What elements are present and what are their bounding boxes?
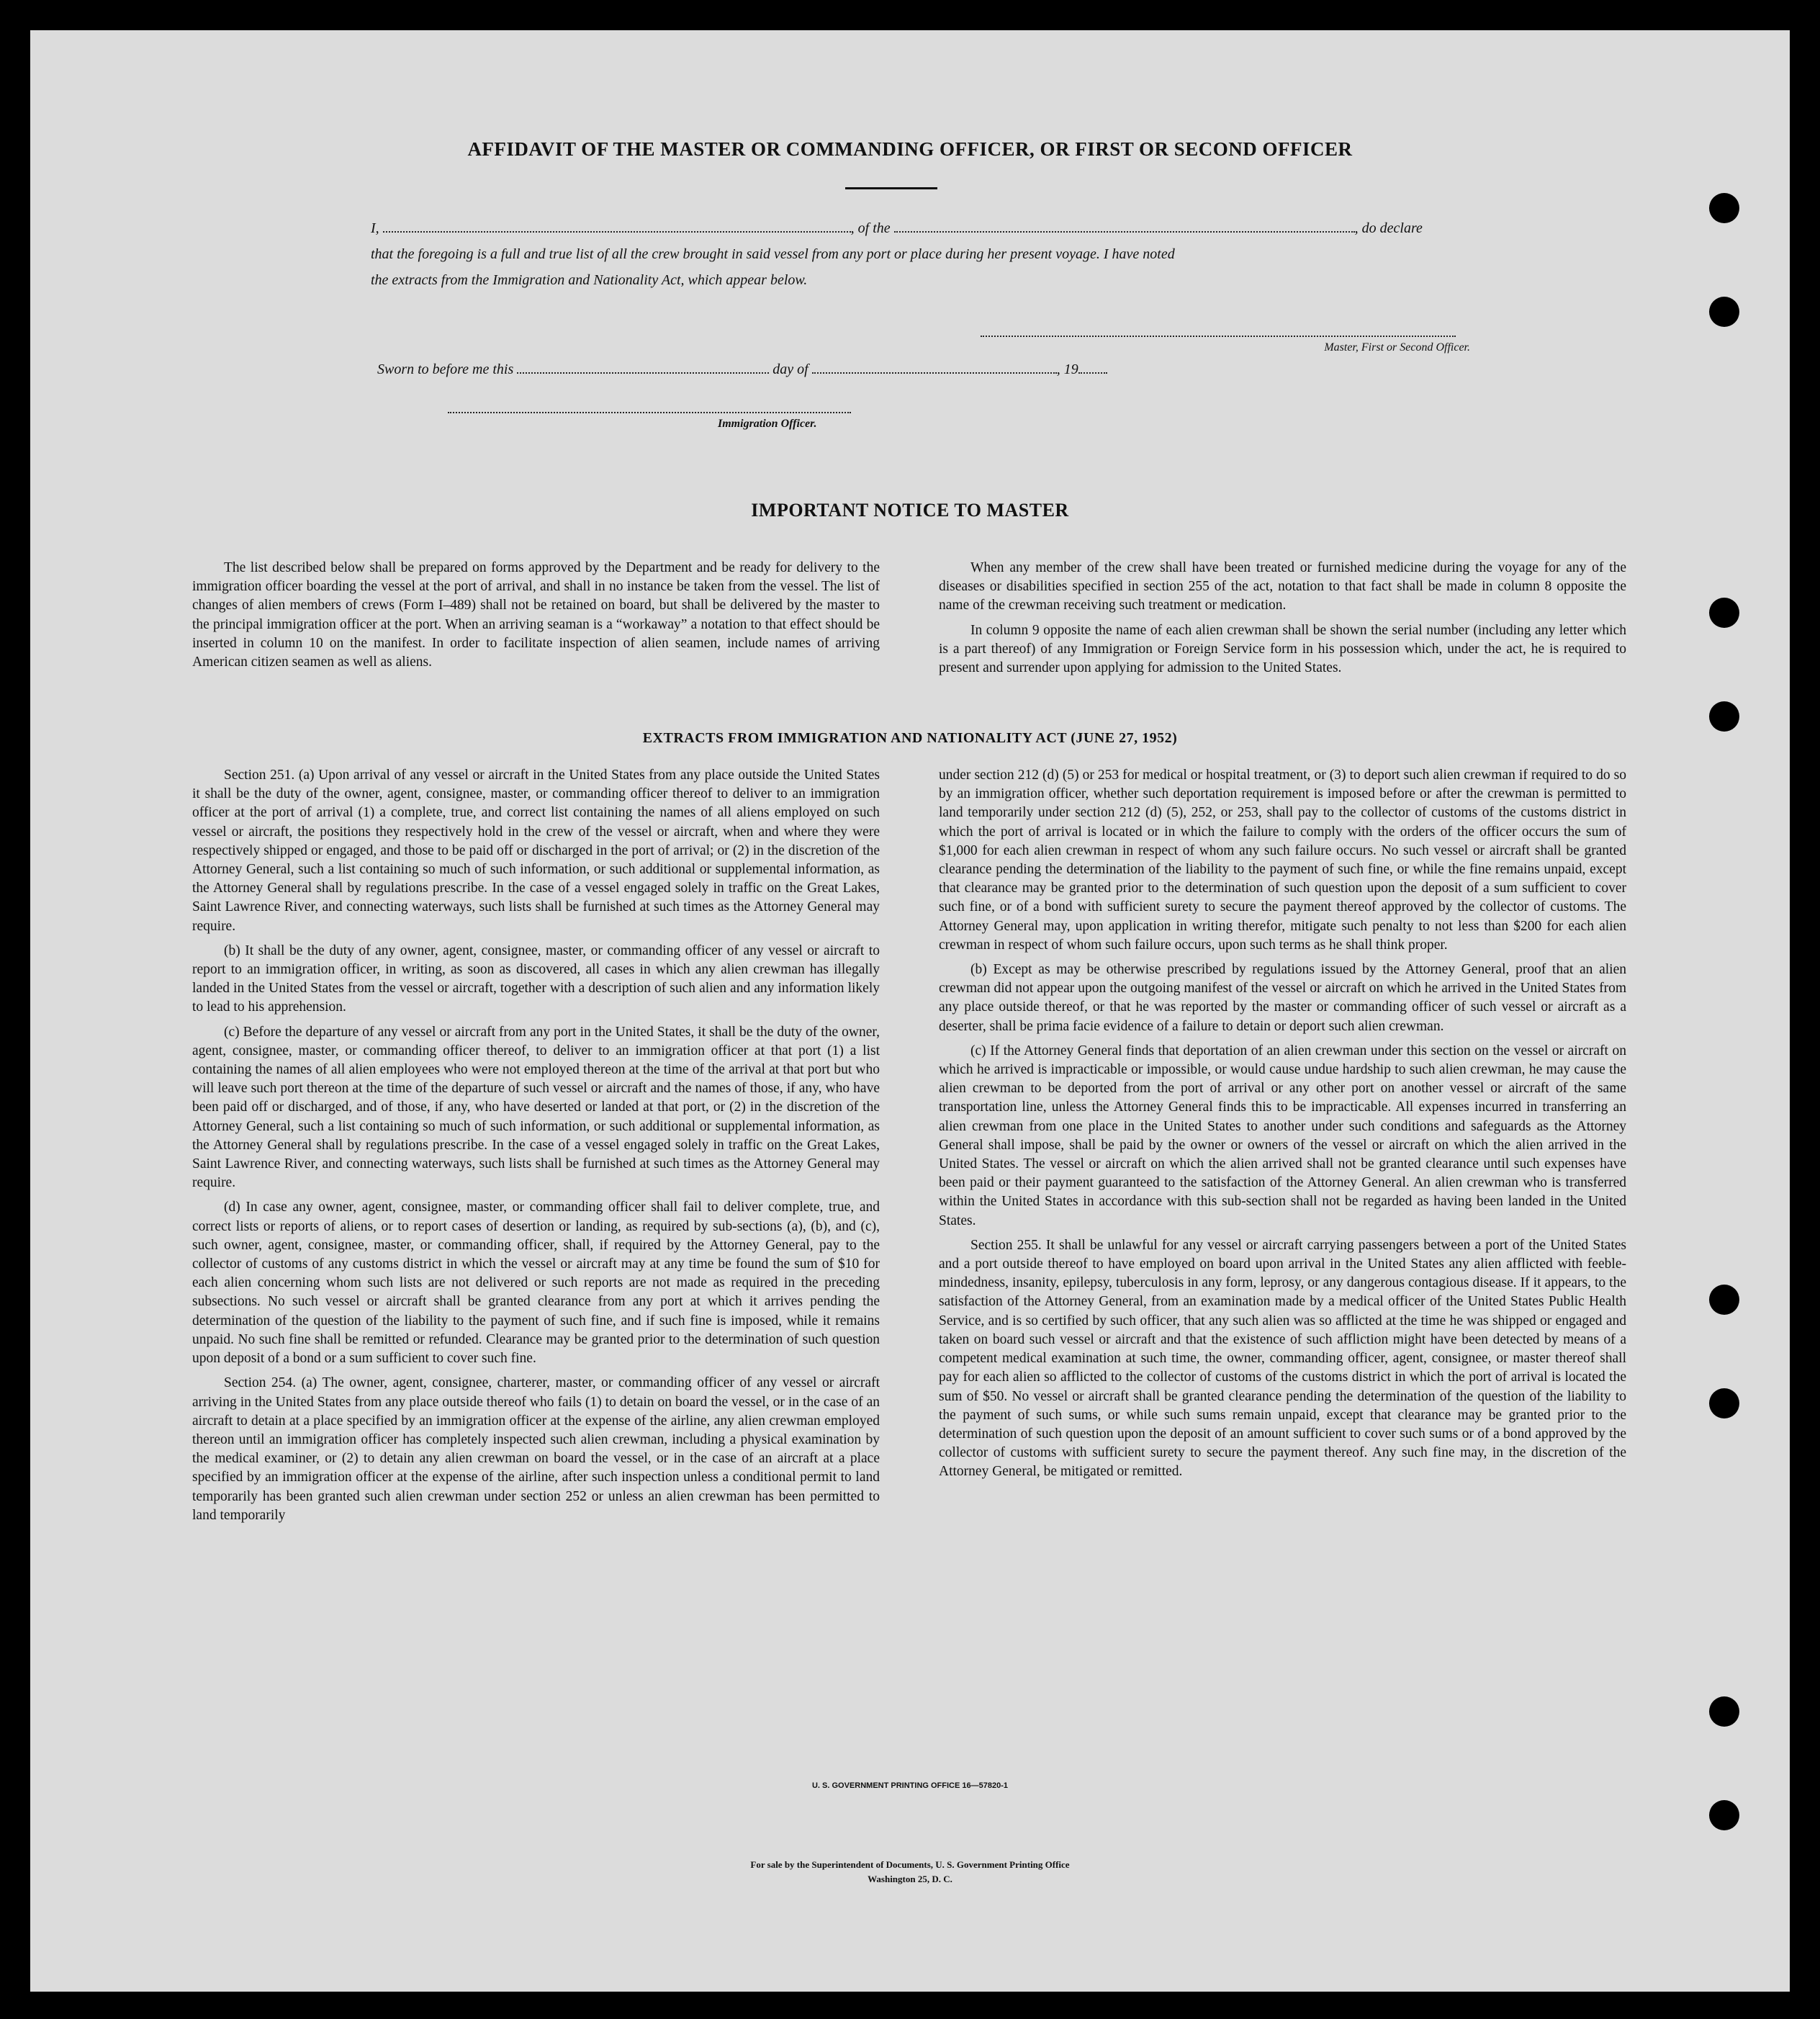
punch-hole <box>1709 1388 1739 1418</box>
section-251-c: (c) Before the departure of any vessel or aircraft from any port in the United States, it shall be the duty of the owner, agent, consignee, master, or commanding officer thereof, to deliver to an immigration officer at that port (1) a list containing the names of all alien employees who were not employed thereon at the time of the arrival at that port but who will leave such port thereon at the time of the departure of such vessel or aircraft and the names of those, if any, who have been paid off or discharged, and of those, if any, who have deserted or landed at that port, or (2) in the discretion of the Attorney General, such a list containing so much of such information, or such additional or supplemental information, as the Attorney General shall by regulations prescribe. In the case of a vessel engaged solely in traffic on the Great Lakes, Saint Lawrence River, and connecting waterways, such lists shall be furnished at such times as the Attorney General may require. <box>192 1024 880 1191</box>
punch-hole <box>1709 297 1739 327</box>
punch-hole <box>1709 1800 1739 1830</box>
sworn-year-field[interactable] <box>1078 372 1107 374</box>
declaration-i-label: I, <box>371 220 379 236</box>
punch-hole <box>1709 1696 1739 1727</box>
notice-left-paragraph: The list described below shall be prepared on forms approved by the Department and be ready for delivery to the immigration officer boarding the vessel at the port of arrival, and shall in no instance be taken from the vessel. The list of changes of alien members of crews (Form I–489) shall not be retained on board, but shall be delivered by the master to the principal immigration officer at the port. When an arriving seaman is a “workaway” a notation to that effect should be inserted in column 10 on the manifest. In order to facilitate inspection of alien seamen, include names of arriving American citizen seamen as well as aliens. <box>192 560 880 670</box>
sworn-month-field[interactable] <box>812 372 1057 374</box>
section-251-a: Section 251. (a) Upon arrival of any vessel or aircraft in the United States from any place outside the United States it shall be the duty of the owner, agent, consignee, master, or commanding officer thereof to deliver to an immigration officer at the port of arrival (1) a complete, true, and correct list containing the names of all aliens employed on such vessel or aircraft, the positions they respectively hold in the crew of the vessel or aircraft, when and where they were respectively shipped or engaged, and those to be paid off or discharged in the port of arrival; or (2) in the discretion of the Attorney General, such a list containing so much of such information, or such additional or supplemental information, as the Attorney General shall by regulations prescribe. In the case of a vessel engaged solely in traffic on the Great Lakes, Saint Lawrence River, and connecting waterways, such lists shall be furnished at such times as the Attorney General may require. <box>192 768 880 934</box>
affidavit-heading: AFFIDAVIT OF THE MASTER OR COMMANDING OFFICER, OR FIRST OR SECOND OFFICER <box>467 138 1353 160</box>
declaration-do-declare: , do declare <box>1354 220 1423 236</box>
notice-left-column <box>192 559 880 678</box>
declaration-of-the: , of the <box>850 220 891 236</box>
master-signature-label: Master, First or Second Officer. <box>1324 341 1470 354</box>
section-251-b: (b) It shall be the duty of any owner, agent, consignee, master, or commanding officer of any vessel or aircraft to report to an immigration officer, in writing, as soon as discovered, all cases in which any alien crewman has illegally landed in the United States from the vessel or aircraft, together with a description of such alien and any information likely to lead to his apprehension. <box>192 943 880 1015</box>
section-254-a: Section 254. (a) The owner, agent, consignee, charterer, master, or commanding officer of any vessel or aircraft arriving in the United States from any place outside thereof who fails (1) to detain on board the vessel, or in the case of an aircraft to detain at a place specified by an immigration officer at the expense of the airline, any alien crewman employed thereon until an immigration officer has completely inspected such alien crewman, including a physical examination by the medical examiner, or (2) to detain any alien crewman on board the vessel, or in the case of an aircraft at a place specified by an immigration officer at the expense of the airline, after such inspection unless a conditional permit to land temporarily has been granted such alien crewman under section 252 or unless an alien crewman has been permitted to land temporarily <box>192 1375 880 1523</box>
punch-hole <box>1709 701 1739 732</box>
section-254-b: (b) Except as may be otherwise prescribed by regulations issued by the Attorney General, proof that an alien crewman did not appear upon the outgoing manifest of the vessel or aircraft on which he arrived in the United States from any place outside thereof, or that he was reported by the master or commanding officer of such vessel or aircraft as a deserter, shall be prima facie evidence of a failure to detain or deport such alien crewman. <box>939 962 1626 1034</box>
footer-line-1: For sale by the Superintendent of Documents, U. S. Government Printing Office <box>750 1859 1070 1870</box>
vessel-field[interactable] <box>894 231 1355 233</box>
sworn-label: Sworn to before me this <box>377 361 514 377</box>
notice-right-paragraph-2: In column 9 opposite the name of each alien crewman shall be shown the serial number (including any letter which is a part thereof) of any Immigration or Foreign Service form in his possession which, under the act, he is required to present and surrender upon applying for admission to the United States. <box>939 622 1626 676</box>
document-page <box>30 30 1790 1992</box>
declaration-text-1: that the foregoing is a full and true list of all the crew brought in said vessel from any port or place during her present voyage. I have noted <box>371 246 1175 262</box>
sworn-line <box>377 361 1241 378</box>
section-251-d: (d) In case any owner, agent, consignee, master, or commanding officer shall fail to deliver complete, true, and correct lists or reports of aliens, or to report cases of desertion or landing, as required by sub-sections (a), (b), and (c), such owner, agent, consignee, master, or commanding officer, shall, if required by the Attorney General, pay to the collector of customs of any customs district in which the vessel or aircraft may at any time be found the sum of $10 for each alien concerning whom such lists are not delivered or such reports are not made as required in the preceding subsections. No such vessel or aircraft shall be granted clearance from any port at which it arrives pending the determination of the question of the liability to the payment of such fine, and if such fine is imposed, while it remains unpaid. No such fine shall be remitted or refunded. Clearance may be granted prior to the determination of such question upon deposit of a bond or a sum sufficient to cover such fine. <box>192 1200 880 1367</box>
notice-heading: IMPORTANT NOTICE TO MASTER <box>751 500 1069 521</box>
heading-rule <box>845 187 937 189</box>
notice-right-paragraph-1: When any member of the crew shall have been treated or furnished medicine during the voyage for any of the diseases or disabilities specified in section 255 of the act, notation to that fact shall be made in column 8 opposite the name of the crewman receiving such treatment or medication. <box>939 560 1626 613</box>
punch-hole <box>1709 598 1739 628</box>
immigration-signature-line[interactable] <box>448 412 851 413</box>
punch-hole <box>1709 1285 1739 1315</box>
section-254-a-continued: under section 212 (d) (5) or 253 for medical or hospital treatment, or (3) to deport such alien crewman if required to do so by an immigration officer, whether such deportation requirement is imposed before or after the crewman is permitted to land temporarily under section 212 (d) (5), 252, or 253, shall pay to the collector of customs of the customs district in which the port of arrival is located or in which the failure to comply with the orders of the officer occurs the sum of $1,000 for each alien crewman in respect of whom any such failure occurs. No such vessel or aircraft shall be granted clearance pending the determination of the liability to the payment of such fine, or while the fine remains unpaid, except that clearance may be granted prior to the determination of such question upon the deposit of a sum sufficient to cover such fine, or of a bond with sufficient surety to secure the payment thereof approved by the collector of customs. The Attorney General may, upon application in writing therefor, mitigate such penalty to not less than $200 for each alien crewman in respect of whom such failure occurs, upon such terms as he shall think proper. <box>939 768 1626 953</box>
declaration-text-2: the extracts from the Immigration and Nationality Act, which appear below. <box>371 272 808 288</box>
notice-right-column <box>939 559 1626 683</box>
punch-hole <box>1709 193 1739 223</box>
extracts-left-column <box>192 766 880 1531</box>
extracts-heading: EXTRACTS FROM IMMIGRATION AND NATIONALITY ACT (JUNE 27, 1952) <box>642 730 1178 746</box>
printing-office-mark: U. S. GOVERNMENT PRINTING OFFICE 16—57820-1 <box>811 1781 1008 1790</box>
declaration-line <box>371 220 1494 237</box>
sworn-day-field[interactable] <box>517 372 769 374</box>
footer-line-2: Washington 25, D. C. <box>868 1874 952 1884</box>
sworn-day-of: day of <box>772 361 808 377</box>
name-field[interactable] <box>383 231 851 233</box>
immigration-signature-label: Immigration Officer. <box>718 418 817 430</box>
master-signature-line[interactable] <box>981 336 1456 337</box>
sworn-year: , 19 <box>1056 361 1078 377</box>
section-254-c: (c) If the Attorney General finds that deportation of an alien crewman under this section on the vessel or aircraft on which he arrived is impracticable or impossible, or would cause undue hardship to such alien crewman, he may cause the alien crewman to be deported from the port of arrival or any other port on another vessel or aircraft of the same transportation line, unless the Attorney General finds this to be impracticable. All expenses incurred in transferring an alien crewman from one place in the United States to another under such conditions and safeguards as the Attorney General shall impose, shall be paid by the owner or owners of the vessel or aircraft on which the alien arrived in the United States. The vessel or aircraft on which the alien arrived shall not be granted clearance until such expenses have been paid or their payment guaranteed to the satisfaction of the Attorney General. An alien crewman who is transferred within the United States in accordance with this sub-section shall not be regarded as having been landed in the United States. <box>939 1043 1626 1228</box>
section-255: Section 255. It shall be unlawful for any vessel or aircraft carrying passengers between a port of the United States and a port outside thereof to have employed on board upon arrival in the United States any alien afflicted with feeble-mindedness, insanity, epilepsy, tuberculosis in any form, leprosy, or any dangerous contagious disease. If it appears, to the satisfaction of the Attorney General, from an examination made by a medical officer of the United States Public Health Service, and is so certified by such officer, that any such alien was so afflicted at the time he was shipped or engaged and taken on board such vessel or aircraft and that the existence of such affliction might have been detected by means of a competent medical examination at such time, the owner, commanding officer, agent, consignee, or master thereof shall pay for each alien so afflicted to the collector of customs of the customs district in which the port of arrival is located the sum of $50. No vessel or aircraft shall be granted clearance pending the determination of the question of the liability to the payment of such sums, or while such sums remain unpaid, except that clearance may be granted prior to the determination of such question upon the deposit of an amount sufficient to cover such sums or of a bond approved by the collector of customs with sufficient surety to secure the payment thereof. Any such fine may, in the discretion of the Attorney General, be mitigated or remitted. <box>939 1237 1626 1480</box>
extracts-right-column <box>939 766 1626 1488</box>
